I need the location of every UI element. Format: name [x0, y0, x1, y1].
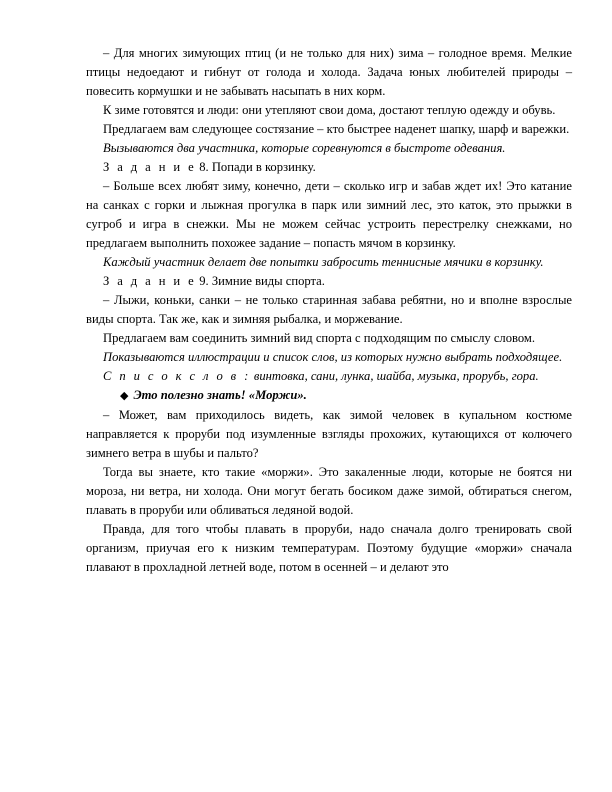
paragraph-swimsuit: – Может, вам приходилось видеть, как зимой человек в купальном костюме направляется к проруби под изумленные взгляды прохожих, кутающихся от колючего зимнего ветра в шубы и пальто?: [86, 408, 572, 460]
task-8-title: Попади в корзинку.: [211, 160, 316, 174]
paragraph-winter-birds: – Для многих зимующих птиц (и не только для них) зима – голодное время. Мелкие птицы недоедают и гибнут от голода и холода. Задача юных любителей природы – повесить кормушки и не забывать насыпать в них корм.: [86, 46, 572, 98]
task-9-label: З а д а н и е: [103, 274, 197, 288]
task-8-label: З а д а н и е: [103, 160, 197, 174]
useful-to-know-text: Это полезно знать! «Моржи».: [133, 388, 307, 402]
task-9-title: Зимние виды спорта.: [211, 274, 325, 288]
task-8-number: 8.: [199, 160, 209, 174]
paragraph-walruses: Тогда вы знаете, кто такие «моржи». Это закаленные люди, которые не боятся ни мороза, ни ветра, ни холода. Они могут бегать босиком даже зимой, обтираться снегом, плавать в проруби или обливаться ледяной водой.: [86, 465, 572, 517]
word-list-words: винтовка, сани, лунка, шайба, музыка, прорубь, гора.: [253, 369, 539, 383]
paragraph-illustrations: Показываются иллюстрации и список слов, из которых нужно выбрать подходящее.: [103, 350, 563, 364]
diamond-bullet-icon: ◆: [120, 390, 129, 402]
paragraph-two-participants: Вызываются два участника, которые соревнуются в быстроте одевания.: [103, 141, 506, 155]
paragraph-match-words: Предлагаем вам соединить зимний вид спорта с подходящим по смыслу словом.: [103, 331, 536, 345]
task-9-number: 9.: [199, 274, 209, 288]
paragraph-competition-offer: Предлагаем вам следующее состязание – кто быстрее наденет шапку, шарф и варежки.: [103, 122, 570, 136]
paragraph-training: Правда, для того чтобы плавать в проруби, надо сначала долго тренировать свой организм, приучая его к низким температурам. Поэтому будущие «моржи» сначала плавают в прохладной летней воде, потом в осенней – и делают это: [86, 522, 572, 574]
word-list-label: С п и с о к с л о в :: [103, 369, 251, 383]
document-page: [86, 44, 572, 577]
paragraph-people-prepare: К зиме готовятся и люди: они утепляют свои дома, достают теплую одежду и обувь.: [103, 103, 556, 117]
paragraph-tennis-balls: Каждый участник делает две попытки забросить теннисные мячики в корзинку.: [103, 255, 544, 269]
word-list: [86, 367, 572, 386]
task-8-heading: [86, 158, 572, 177]
useful-to-know-heading: [86, 386, 572, 406]
paragraph-kids-love-winter: – Больше всех любят зиму, конечно, дети – сколько игр и забав ждет их! Это катание на санках с горки и лыжная прогулка в парк или зимний лес, это каток, это прыжки в сугроб и игра в снежки. Мы не можем сейчас устроить перестрелку снежками, но предлагаем выполнить похожее задание – попасть мячом в корзинку.: [86, 179, 572, 250]
task-9-heading: [86, 272, 572, 291]
paragraph-winter-sports: – Лыжи, коньки, санки – не только старинная забава ребятни, но и вполне взрослые виды спорта. Так же, как и зимняя рыбалка, и моржевание.: [86, 293, 572, 326]
